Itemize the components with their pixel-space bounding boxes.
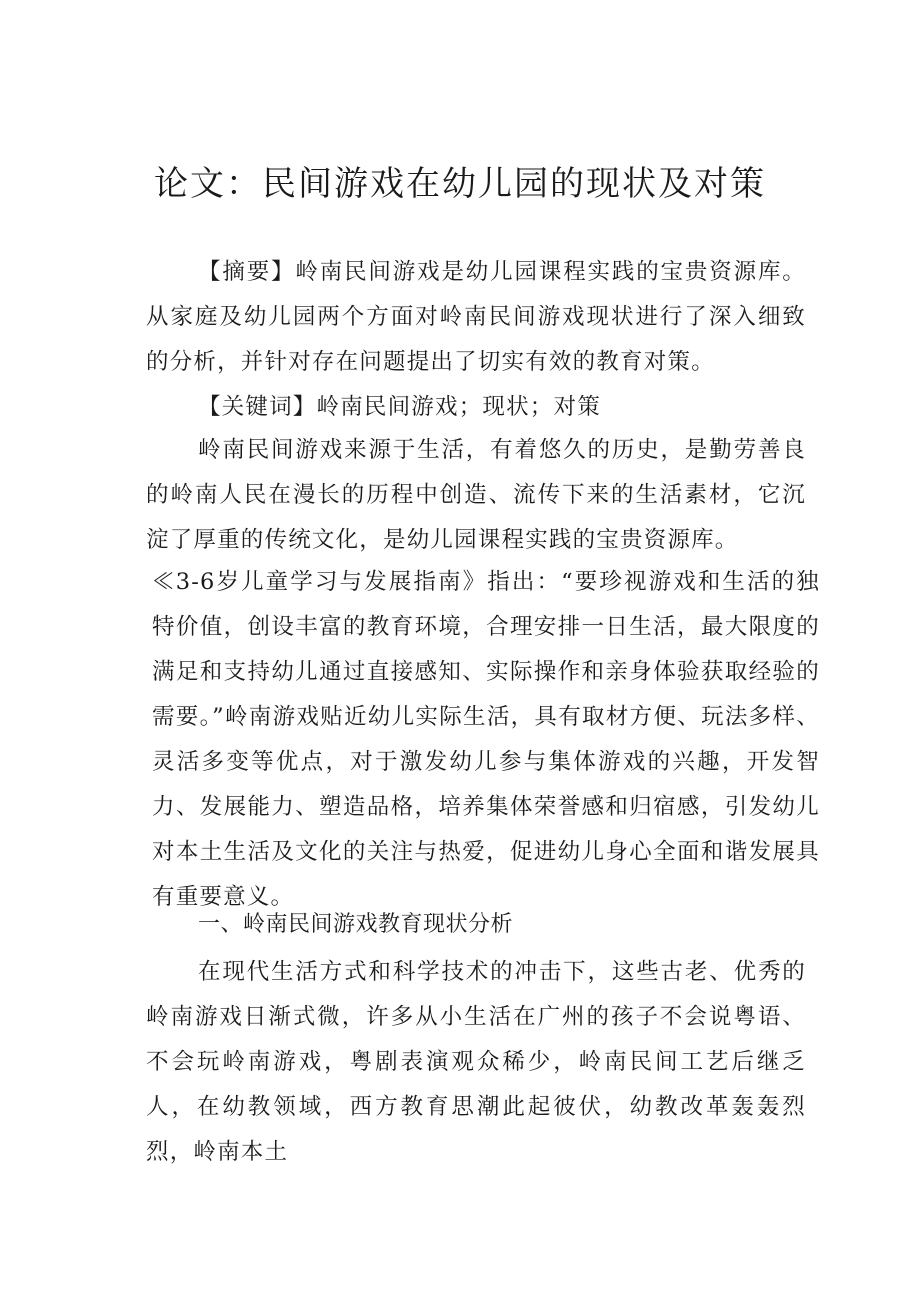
guideline-quote-paragraph: ≪3-6岁儿童学习与发展指南》指出：“要珍视游戏和生活的独特价值，创设丰富的教育环境，合理安排一日生活，最大限度的满足和支持幼儿通过直接感知、实际操作和亲身体验获取经验的需要。”岭南游戏贴近幼儿实际生活，具有取材方便、玩法多样、灵活多变等优点，对于激发幼儿参与集体游戏的兴趣，开发智力、发展能力、塑造品格，培养集体荣誉感和归宿感，引发幼儿对本土生活及文化的关注与热爱，促进幼儿身心全面和谐发展具有重要意义。 [152,569,820,910]
section-heading: 一、岭南民间游戏教育现状分析 [198,912,514,937]
keywords-line: 【关键词】岭南民间游戏；现状；对策 [198,394,601,420]
intro-paragraph: 岭南民间游戏来源于生活，有着悠久的历史，是勤劳善良的岭南人民在漫长的历程中创造、流传下来的生活素材，它沉淀了厚重的传统文化，是幼儿园课程实践的宝贵资源库。 [146,437,806,553]
document-title: 论文：民间游戏在幼儿园的现状及对策 [154,164,766,204]
section-1-paragraph: 在现代生活方式和科学技术的冲击下，这些古老、优秀的岭南游戏日渐式微，许多从小生活在广州的孩子不会说粤语、不会玩岭南游戏，粤剧表演观众稀少，岭南民间工艺后继乏人，在幼教领域，西方教育思潮此起彼伏，幼教改革轰轰烈烈，岭南本土 [146,959,806,1165]
abstract-paragraph: 【摘要】岭南民间游戏是幼儿园课程实践的宝贵资源库。从家庭及幼儿园两个方面对岭南民间游戏现状进行了深入细致的分析，并针对存在问题提出了切实有效的教育对策。 [146,259,806,375]
